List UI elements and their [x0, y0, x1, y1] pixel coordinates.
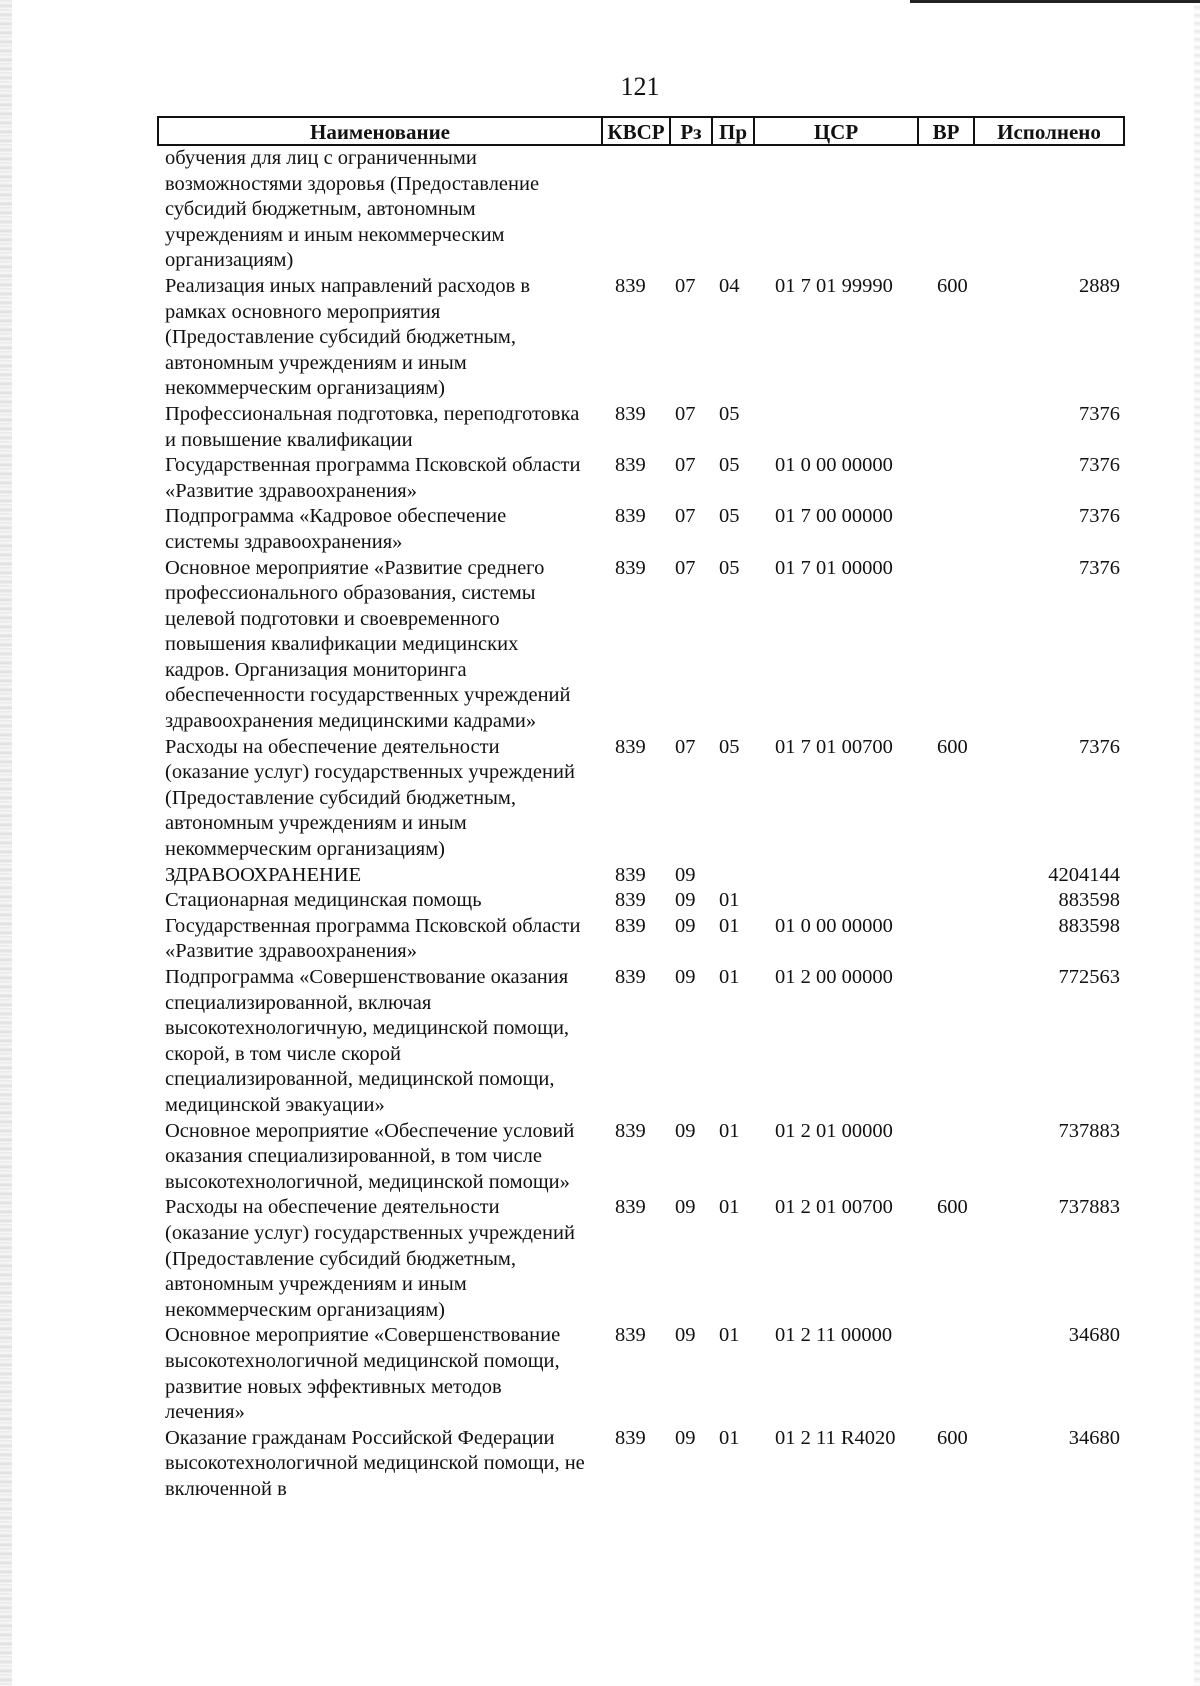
row-csr: 01 0 00 00000	[775, 914, 893, 937]
row-csr: 01 0 00 00000	[775, 454, 893, 477]
row-vr: 600	[937, 735, 968, 758]
row-pr: 05	[719, 556, 740, 579]
row-amount: 772563	[1058, 966, 1120, 988]
row-pr: 01	[719, 966, 740, 988]
table-row	[165, 1426, 1125, 1503]
row-kvsr: 839	[615, 1119, 646, 1142]
row-pr: 04	[719, 274, 740, 297]
row-name: Государственная программа Псковской области «Развитие здравоохранения»	[165, 454, 581, 502]
row-name: Основное мероприятие «Обеспечение условий оказания специализированной, в том числе высокотехнологичной, медицинской помощи»	[165, 1119, 575, 1193]
row-pr: 01	[719, 1426, 740, 1449]
row-kvsr: 839	[615, 556, 646, 579]
row-vr: 600	[937, 274, 968, 297]
scan-right-edge	[1194, 0, 1200, 1686]
row-csr: 01 2 00 00000	[775, 966, 893, 988]
row-kvsr: 839	[615, 735, 646, 758]
row-rz: 09	[675, 1426, 696, 1449]
row-csr: 01 2 01 00700	[775, 1196, 893, 1219]
row-pr: 01	[719, 1119, 740, 1142]
row-amount: 2889	[1079, 274, 1120, 297]
row-rz: 09	[675, 1324, 696, 1347]
row-name: Государственная программа Псковской области «Развитие здравоохранения»	[165, 914, 581, 963]
table-body	[165, 146, 1125, 1502]
row-rz: 07	[675, 556, 696, 579]
row-kvsr: 839	[615, 1426, 646, 1449]
table-row	[165, 1119, 1125, 1196]
row-pr: 05	[719, 735, 740, 758]
row-rz: 09	[675, 914, 696, 937]
row-vr: 600	[937, 1426, 968, 1449]
row-csr: 01 7 01 00700	[775, 735, 893, 758]
row-kvsr: 839	[615, 1324, 646, 1347]
row-pr: 01	[719, 1196, 740, 1219]
row-amount: 34680	[1068, 1426, 1120, 1449]
row-rz: 07	[675, 454, 696, 477]
table-row	[165, 914, 1125, 965]
row-rz: 07	[675, 505, 696, 528]
row-csr: 01 2 11 R4020	[775, 1426, 896, 1449]
row-name: Основное мероприятие «Развитие среднего профессионального образования, системы целевой подготовки и своевременного повышения квалификации медицинских кадров. Организация мониторинга обеспеченности государственных учреждений здравоохранения медицинскими кадрами»	[165, 556, 571, 733]
table-row	[165, 274, 1125, 402]
row-amount: 34680	[1068, 1324, 1120, 1347]
table-row	[165, 453, 1125, 504]
table-row	[165, 863, 1125, 889]
row-pr: 01	[719, 914, 740, 937]
page-number: 121	[620, 72, 660, 101]
row-csr: 01 2 01 00000	[775, 1119, 893, 1142]
row-vr: 600	[937, 1196, 968, 1219]
row-rz: 07	[675, 735, 696, 758]
table-row	[165, 735, 1125, 863]
row-name: ЗДРАВООХРАНЕНИЕ	[165, 863, 362, 886]
table-row	[165, 146, 1125, 274]
table-row	[165, 1323, 1125, 1425]
row-name: Реализация иных направлений расходов в рамках основного мероприятия (Предоставление субсидий бюджетным, автономным учреждениям и иным некоммерческим организациям)	[165, 274, 531, 400]
header-rz: Рз	[671, 118, 713, 144]
row-rz: 09	[675, 889, 696, 912]
row-pr: 01	[719, 889, 740, 912]
row-pr: 05	[719, 402, 740, 425]
row-rz: 09	[675, 966, 696, 988]
row-kvsr: 839	[615, 402, 646, 425]
row-pr: 05	[719, 505, 740, 528]
row-kvsr: 839	[615, 1196, 646, 1219]
row-rz: 09	[675, 1196, 696, 1219]
row-csr: 01 2 11 00000	[775, 1324, 893, 1347]
row-name: Подпрограмма «Совершенствование оказания специализированной, включая высокотехнологичную, медицинской помощи, скорой, в том числе скорой специализированной, медицинской помощи, медицинской эвакуации»	[165, 966, 570, 1116]
row-csr: 01 7 01 99990	[775, 274, 893, 297]
row-kvsr: 839	[615, 454, 646, 477]
row-name: Расходы на обеспечение деятельности (оказание услуг) государственных учреждений (Предоставление субсидий бюджетным, автономным учреждениям и иным некоммерческим организациям)	[165, 735, 575, 861]
row-amount: 737883	[1058, 1196, 1120, 1219]
row-kvsr: 839	[615, 914, 646, 937]
header-csr: ЦСР	[755, 118, 919, 144]
scan-left-edge	[0, 0, 12, 1686]
header-amount: Исполнено	[997, 120, 1101, 144]
row-rz: 09	[675, 863, 696, 886]
table-row	[165, 888, 1125, 914]
row-rz: 07	[675, 274, 696, 297]
row-name: Оказание гражданам Российской Федерации высокотехнологичной медицинской помощи, не включенной в	[165, 1426, 585, 1500]
row-amount: 883598	[1058, 889, 1120, 912]
header-vr: ВР	[919, 118, 975, 144]
row-rz: 07	[675, 402, 696, 425]
scan-top-mark	[910, 0, 1200, 3]
row-kvsr: 839	[615, 274, 646, 297]
row-amount: 7376	[1079, 735, 1120, 758]
row-amount: 7376	[1079, 505, 1120, 528]
row-kvsr: 839	[615, 966, 646, 988]
row-csr: 01 7 00 00000	[775, 505, 893, 528]
row-amount: 7376	[1079, 454, 1120, 477]
table-row	[165, 402, 1125, 453]
row-kvsr: 839	[615, 505, 646, 528]
row-pr: 05	[719, 454, 740, 477]
table-row	[165, 504, 1125, 555]
row-amount: 7376	[1079, 402, 1120, 425]
row-amount: 883598	[1058, 914, 1120, 937]
row-name: обучения для лиц с ограниченными возможностями здоровья (Предоставление субсидий бюджетным, автономным учреждениям и иным некоммерческим организациям)	[165, 147, 540, 272]
row-name: Стационарная медицинская помощь	[165, 889, 482, 912]
table-row	[165, 965, 1125, 1119]
row-amount: 737883	[1058, 1119, 1120, 1142]
row-kvsr: 839	[615, 889, 646, 912]
row-name: Основное мероприятие «Совершенствование высокотехнологичной медицинской помощи, развитие новых эффективных методов лечения»	[165, 1324, 561, 1424]
table-header	[157, 116, 1125, 146]
header-kvsr: КВСР	[603, 118, 671, 144]
row-pr: 01	[719, 1324, 740, 1347]
table-row	[165, 1195, 1125, 1323]
header-name: Наименование	[159, 118, 603, 144]
table-row	[165, 556, 1125, 735]
row-name: Профессиональная подготовка, переподготовка и повышение квалификации	[165, 402, 580, 451]
row-amount: 7376	[1079, 556, 1120, 579]
row-name: Расходы на обеспечение деятельности (оказание услуг) государственных учреждений (Предоставление субсидий бюджетным, автономным учреждениям и иным некоммерческим организациям)	[165, 1196, 575, 1321]
header-pr: Пр	[713, 118, 755, 144]
row-rz: 09	[675, 1119, 696, 1142]
row-csr: 01 7 01 00000	[775, 556, 893, 579]
row-name: Подпрограмма «Кадровое обеспечение системы здравоохранения»	[165, 505, 507, 553]
row-amount: 4204144	[1048, 863, 1120, 886]
row-kvsr: 839	[615, 863, 646, 886]
